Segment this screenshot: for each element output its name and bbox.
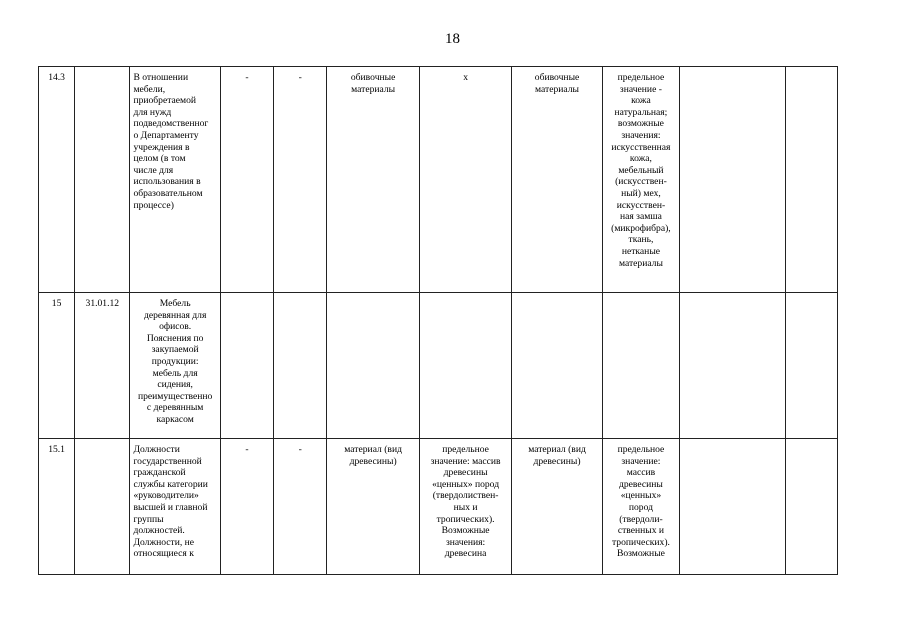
table-cell [785, 439, 837, 575]
table-row [39, 67, 838, 293]
table-cell: - [220, 67, 273, 293]
table-cell: материал (вид древесины) [512, 439, 602, 575]
table-cell [419, 293, 511, 439]
table-row [39, 439, 838, 575]
row-number-cell: 15 [39, 293, 75, 439]
requirements-table [38, 66, 838, 575]
table-cell [274, 293, 327, 439]
table-cell: предельное значение - кожа натуральная; возможные значения: искусственная кожа, мебельный (искусствен- ный) мех, искусствен- ная замша (микрофибра), ткань, нетканые материалы [602, 67, 679, 293]
okpd-code-cell: 31.01.12 [75, 293, 130, 439]
table-cell [327, 293, 419, 439]
table-cell: предельное значение: массив древесины «ценных» пород (твердолиствен- ных и тропических). Возможные значения: древесина [419, 439, 511, 575]
table-cell [220, 293, 273, 439]
table-cell [602, 293, 679, 439]
item-name-cell: В отношении мебели, приобретаемой для нужд подведомственног о Департаменту учреждения в целом (в том числе для использования в образовательном процессе) [130, 67, 220, 293]
table-cell: обивочные материалы [327, 67, 419, 293]
row-number-cell: 14.3 [39, 67, 75, 293]
item-name-cell: Мебель деревянная для офисов. Пояснения по закупаемой продукции: мебель для сидения, преимущественно с деревянным каркасом [130, 293, 220, 439]
okpd-code-cell [75, 439, 130, 575]
table-cell [680, 439, 786, 575]
table-cell: материал (вид древесины) [327, 439, 419, 575]
table-cell [785, 67, 837, 293]
table-cell [680, 67, 786, 293]
table-row [39, 293, 838, 439]
table-cell [680, 293, 786, 439]
row-number-cell: 15.1 [39, 439, 75, 575]
okpd-code-cell [75, 67, 130, 293]
table-cell: - [274, 67, 327, 293]
page-number: 18 [445, 31, 460, 47]
table-cell: - [274, 439, 327, 575]
table-cell [785, 293, 837, 439]
table-cell: - [220, 439, 273, 575]
table-cell: x [419, 67, 511, 293]
item-name-cell: Должности государственной гражданской службы категории «руководители» высшей и главной группы должностей. Должности, не относящиеся к [130, 439, 220, 575]
table-cell [512, 293, 602, 439]
table-cell: предельное значение: массив древесины «ценных» пород (твердоли- ственных и тропических). Возможные [602, 439, 679, 575]
table-cell: обивочные материалы [512, 67, 602, 293]
